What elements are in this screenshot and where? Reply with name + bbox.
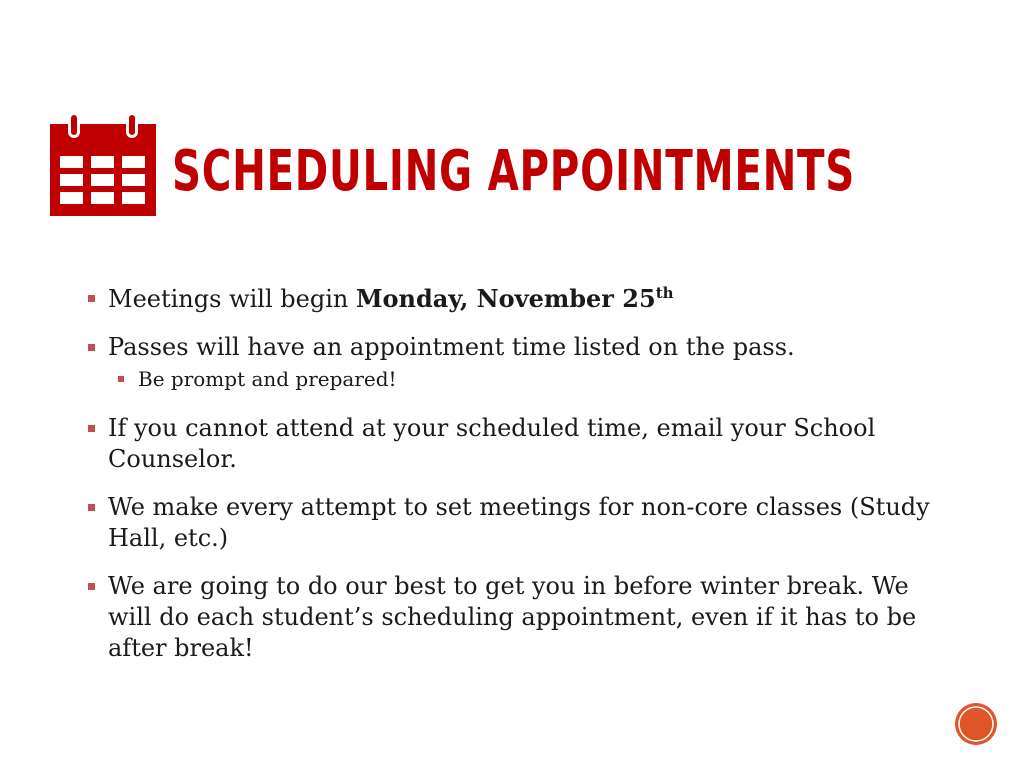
bullet-item (82, 332, 942, 363)
bullet-marker-icon (88, 295, 95, 302)
sub-bullet-text: Be prompt and prepared! (138, 367, 397, 391)
bullet-marker-icon (88, 583, 95, 590)
bullet-text: Meetings will begin (108, 285, 356, 313)
bullet-marker-icon (88, 425, 95, 432)
sub-bullet-list (82, 365, 942, 393)
slide-title: SCHEDULING APPOINTMENTS (172, 139, 856, 204)
bullet-item (82, 283, 942, 315)
meeting-date: Monday, November 25 (355, 284, 656, 313)
sub-bullet-group (82, 365, 942, 393)
calendar-icon (50, 112, 156, 216)
bullet-item (82, 492, 942, 554)
bullet-text: Passes will have an appointment time listed on the pass. (108, 333, 795, 361)
bullet-list (82, 283, 942, 681)
bullet-marker-icon (88, 344, 95, 351)
bullet-marker-icon (88, 504, 95, 511)
date-ordinal-suffix: th (655, 284, 674, 302)
bullet-text: We make every attempt to set meetings for non-core classes (Study Hall, etc.) (108, 493, 930, 552)
bullet-item (82, 413, 942, 475)
bullet-text: If you cannot attend at your scheduled time, email your School Counselor. (108, 414, 876, 473)
sub-bullet-marker-icon (118, 376, 124, 382)
bullet-item (82, 571, 942, 664)
bullet-text: We are going to do our best to get you in before winter break. We will do each student’s scheduling appointment, even if it has to be after break! (108, 572, 917, 662)
sub-bullet-item (82, 365, 942, 393)
slide-number-circle-icon[interactable] (954, 702, 998, 746)
